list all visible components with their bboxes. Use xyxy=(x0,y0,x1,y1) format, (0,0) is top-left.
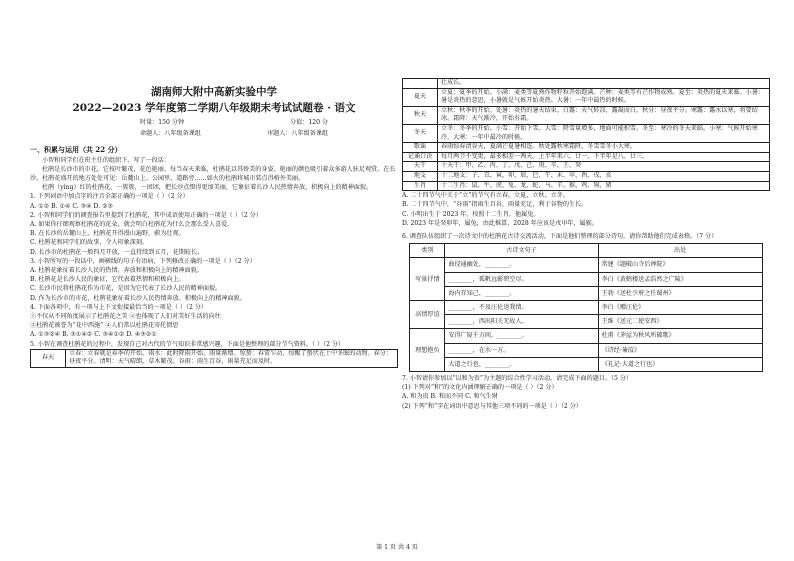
season-cell: 冬天 xyxy=(403,124,438,142)
poem-category: 高情厚谊 xyxy=(410,300,445,328)
poem-line-input[interactable]: 海内存知己，________。 xyxy=(445,286,598,300)
question-3-option-c: C. 长沙市民将杜鹃花作为市花，是因为它代表了长沙人民的精神面貌。 xyxy=(30,285,222,293)
question-7-sub: (1) 下列对“和”的文化内涵理解正确的一项是（ ）（2 分） xyxy=(402,384,558,392)
question-3-option-b: B. 杜鹃花是长沙人民的象征，它代表着热情和积极向上。 xyxy=(30,276,185,284)
season-text: 春雨惊春清谷天，夏满芒夏暑相连。秋处露秋寒霜降，冬雪雪冬小大寒。 xyxy=(438,143,770,153)
question-1-options: A. ①② B. ①④ C. ③④ D. ②③ xyxy=(30,202,114,210)
page-footer: 第 1 页 共 4 页 xyxy=(376,544,418,551)
left-column xyxy=(30,0,398,561)
question-7-options: A. 和为贵 B. 和而不同 C. 和气生财 xyxy=(402,393,498,401)
season-text: 立夏：夏季的开始。小满：麦类等夏熟作物籽粒开始饱满。芒种：麦类等有芒作物成熟。夏至：炎热的夏天来临。小暑：暑是炎热的意思，小暑就是气候开始炎热。大暑：一年中最热的时候。 xyxy=(438,88,770,106)
exam-setter: 命题人：八年级备课组 xyxy=(140,130,201,138)
season-text: 立秋：秋季的开始。处暑：炎热的暑天结束。白露：天气转凉，露凝而白。秋分：昼夜平分。寒露：露水以寒，将要结冰。霜降：天气渐冷，开始有霜。 xyxy=(438,106,770,124)
solar-terms-table xyxy=(402,78,770,191)
season-cell: 地支 xyxy=(403,171,438,181)
season-cell: 天干 xyxy=(403,162,438,172)
section-title: 一、积累与运用（共 22 分） xyxy=(30,145,122,155)
season-text: 每月两节不变更，最多相差一两天。上半年来六、廿一，下半年是八、廿三。 xyxy=(438,152,770,162)
poem-header-category: 类别 xyxy=(410,244,445,258)
season-text: 十二生肖：鼠、牛、虎、兔、龙、蛇、马、羊、猴、鸡、狗、猪 xyxy=(438,181,770,191)
poem-header-source: 出处 xyxy=(598,244,762,258)
solar-terms-table-spring xyxy=(30,349,398,368)
question-4-item: ①不仅从不同角度展示了杜鹃花之美 ②也体现了人们对美好生活的向往 xyxy=(30,313,221,321)
season-cell: 秋天 xyxy=(403,106,438,124)
poem-source: 常建《题破山寺后禅院》 xyxy=(598,258,762,272)
question-4-item: ③杜鹃花被誉为“花中西施” ④人们常以杜鹃花寄托情思 xyxy=(30,322,179,330)
question-3-option-d: D. 作为长沙市的市花，杜鹃花象征着长沙人民热情奔放、积极向上的精神面貌。 xyxy=(30,294,246,302)
question-7: 7. 小智请你参加以“以和为贵”为主题的综合性学习活动，请完成下面的题目。（5 分） xyxy=(402,374,633,382)
question-4-options: A. ①③②④ B. ③①④② C. ③④①② D. ④③②① xyxy=(30,331,157,339)
poem-source: 《诗经·蒹葭》 xyxy=(598,343,762,357)
passage-paragraph: 杜鹃是长沙市的市花，它枝叶繁茂，花色艳丽。每当春天来临，杜鹃花以其娇美的身姿、艳丽的颜色吸引着众多游人驻足观赏。在长沙，杜鹃花盛开的地方处处可见：岳麓山上、公园里、道路旁……如火的杜鹃将城市装点得格外美丽。 xyxy=(30,165,396,183)
season-cell: 春天 xyxy=(31,349,66,367)
poem-category: 理想抱负 xyxy=(410,329,445,372)
poem-category: 写景抒情 xyxy=(410,258,445,301)
season-text: 立冬：冬季的开始。小雪：开始下雪。大雪：降雪量增多，地面可能积雪。冬至：寒冷的冬天来临。小寒：气候开始寒冷。大寒：一年中最冷的时候。 xyxy=(438,124,770,142)
poem-line-input[interactable]: 曲径通幽处，________。 xyxy=(445,258,598,272)
season-cell: 记诵口诀 xyxy=(403,152,438,162)
poem-line-input[interactable]: ________，西出阳关无故人。 xyxy=(445,315,598,329)
season-text: 十天干：甲、乙、丙、丁、戊、己、庚、辛、壬、癸 xyxy=(438,162,770,172)
poem-source: 王勃《送杜少府之任蜀州》 xyxy=(598,286,762,300)
season-text: 壮成长。 xyxy=(438,79,770,89)
season-text: 立春：立春就是春季的开始。雨水：此时降雨开始，雨量渐增。惊蛰：春雷乍动，惊醒了蛰伏在土中冬眠的动物。春分：昼夜平分。清明：天气晴朗，草木繁茂。谷雨：雨生百谷，雨量充足而及时。 xyxy=(66,349,398,367)
question-2-option-a: A. 如果你仔细观察杜鹃花的花朵，就会明白杜鹃花为什么会那么受人喜爱。 xyxy=(30,221,234,229)
question-3-option-a: A. 杜鹃花象征着长沙人民的热情、奔放和积极向上的精神面貌。 xyxy=(30,267,203,275)
right-column xyxy=(402,0,770,561)
question-1: 1. 下列词语中加点字的注音全部正确的一项是（ ）（2 分） xyxy=(30,193,189,201)
question-2-option-b: B. 在长沙的岳麓山上，杜鹃花开得漫山遍野，蔚为壮观。 xyxy=(30,230,185,238)
poem-source: 王维《送元二使安西》 xyxy=(598,315,762,329)
question-4: 4. 下面各项中，有一项与上下文衔接最恰当的一项是（ ）（2 分） xyxy=(30,303,207,311)
question-6: 6. 调查队伍组织了一次诗文中的杜鹃花古诗交流活动，下面是他们整理的部分诗句，请你帮助他们完成表格。（7 分） xyxy=(402,232,718,240)
exam-authors xyxy=(30,127,398,142)
question-2-option-d: D. 长沙市的杜鹃花一般四月开放，一直持续到五月，花期较长。 xyxy=(30,248,204,256)
season-cell: 夏天 xyxy=(403,88,438,106)
question-7-sub: (2) 下列“和”字在词语中意思与其他三项不同的一项是（ ）（2 分） xyxy=(402,402,582,410)
exam-meta xyxy=(30,116,398,127)
passage-paragraph: 杜鹃（yìng）红的杜鹃花，一簇簇、一团团，把长沙点缀得更加美丽，它象征着长沙人民热情奔放、积极向上的精神面貌。 xyxy=(42,184,373,192)
poem-source: 李白《赠汪伦》 xyxy=(598,300,762,314)
poem-line-input[interactable]: ________，在水一方。 xyxy=(445,343,598,357)
question-2-option-c: C. 杜鹃花和同学们的故事，令人印象深刻。 xyxy=(30,239,149,247)
question-5-option-b: B. 二十四节气中，“谷雨”指雨生百谷，雨量充足，利于谷物的生长。 xyxy=(402,201,588,209)
passage-intro: 小智和同学们在班主任的组织下，写了一段话： xyxy=(42,156,170,164)
school-name: 湖南师大附中高新实验中学 xyxy=(151,86,277,98)
poem-line-input[interactable]: 安得广厦千万间，________。 xyxy=(445,329,598,343)
poem-line-input[interactable]: ________，孤帆远影碧空尽。 xyxy=(445,272,598,286)
exam-time: 时量：150 分钟 xyxy=(140,119,185,126)
season-text: 十二地支：子、丑、寅、卯、辰、巳、午、未、申、酉、戌、亥 xyxy=(438,171,770,181)
poem-source: 《礼记·大道之行也》 xyxy=(598,357,762,371)
poem-header-line: 古诗文句子 xyxy=(445,244,598,258)
poem-source: 杜甫《茅屋为秋风所破歌》 xyxy=(598,329,762,343)
poem-table xyxy=(409,243,762,372)
question-2: 2. 小智和同学们的调查报告里提到了杜鹃花，其中成语使用正确的一项是（ ）（2 分） xyxy=(30,211,262,219)
season-cell: 生肖 xyxy=(403,181,438,191)
poem-line-input[interactable]: 大道之行也，________。 xyxy=(445,357,598,371)
question-5: 5. 小智在调查杜鹃花的过程中，发现自己对古代的节气知识非常感兴趣，下面是他整理的部分节气资料。（ ）（2 分） xyxy=(30,340,345,348)
question-5-option-c: C. 小明出生于 2023 年，按照十二生肖，他属兔。 xyxy=(402,210,540,218)
exam-title: 2022—2023 学年度第二学期八年级期末考试试题卷 · 语文 xyxy=(72,102,356,114)
question-5-option-d: D. 2023 年是癸卯年，属兔，由此推算，2028 年应该是戊申年，属猴。 xyxy=(402,219,598,227)
exam-reviewer: 审题人：八年级备课组 xyxy=(267,130,328,138)
poem-line-input[interactable]: ________，不及汪伦送我情。 xyxy=(445,300,598,314)
season-cell: 歌谣 xyxy=(403,143,438,153)
season-cell xyxy=(403,79,438,89)
exam-score: 分值：120 分 xyxy=(290,119,328,126)
question-3: 3. 小智所写的一段话中，画横线的句子有语病，下列修改正确的一项是（ ）（2 分） xyxy=(30,257,256,265)
poem-source: 李白《黄鹤楼送孟浩然之广陵》 xyxy=(598,272,762,286)
question-5-option-a: A. 二十四节气中关于“立”的节气有立春、立夏、立秋、立冬。 xyxy=(402,192,569,200)
